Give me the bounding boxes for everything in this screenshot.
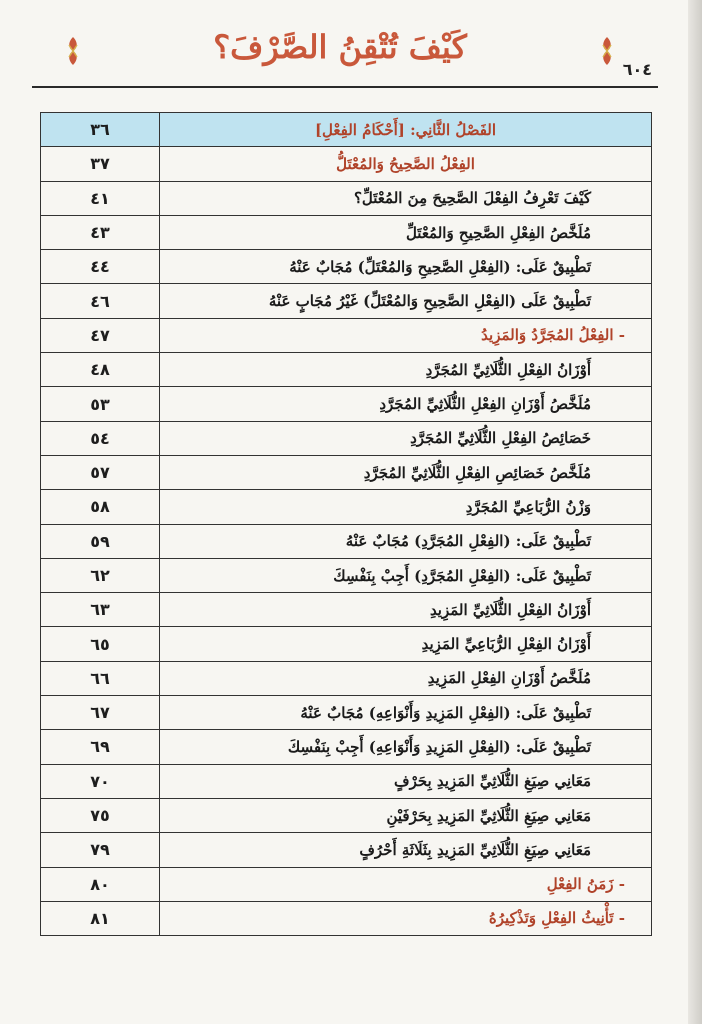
- toc-entry-title: تَطْبِيقٌ عَلَى (الفِعْلِ الصَّحِيحِ وَالمُعْتَلِّ) غَيْرُ مُجَابٍ عَنْهُ: [160, 284, 652, 318]
- toc-page-number: ٤٤: [41, 250, 160, 284]
- toc-section-title: الفِعْلُ الصَّحِيحُ وَالمُعْتَلُّ: [160, 147, 652, 181]
- toc-page-number: ٨٠: [41, 867, 160, 901]
- toc-entry-title: وَزْنُ الرُّبَاعِيِّ المُجَرَّدِ: [160, 490, 652, 524]
- toc-entry-title: تَطْبِيقٌ عَلَى: (الفِعْلِ الصَّحِيحِ وَالمُعْتَلِّ) مُجَابٌ عَنْهُ: [160, 250, 652, 284]
- table-row: [41, 490, 652, 524]
- table-row: [41, 387, 652, 421]
- toc-page-number: ٦٦: [41, 661, 160, 695]
- toc-section-title: - الفِعْلُ المُجَرَّدُ وَالمَزِيدُ: [160, 318, 652, 352]
- table-row: [41, 867, 652, 901]
- table-row: [41, 593, 652, 627]
- toc-entry-title: مُلَخَّصُ الفِعْلِ الصَّحِيحِ وَالمُعْتَلِّ: [160, 215, 652, 249]
- table-row: [41, 661, 652, 695]
- toc-page-number: ٧٠: [41, 764, 160, 798]
- table-row: [41, 215, 652, 249]
- toc-page-number: ٥٤: [41, 421, 160, 455]
- toc-page-number: ٦٧: [41, 696, 160, 730]
- book-title: كَيْفَ تُتْقِنُ الصَّرْفَ؟: [213, 28, 467, 66]
- table-row: [41, 455, 652, 489]
- toc-entry-title: خَصَائِصُ الفِعْلِ الثُّلَاثِيِّ المُجَرَّدِ: [160, 421, 652, 455]
- page-number: ٦٠٤: [622, 60, 652, 79]
- toc-page-number: ٥٨: [41, 490, 160, 524]
- toc-page-number: ٤٦: [41, 284, 160, 318]
- table-row: [41, 524, 652, 558]
- toc-page-number: ٣٧: [41, 147, 160, 181]
- table-row: [41, 181, 652, 215]
- table-row: [41, 558, 652, 592]
- toc-page-number: ٦٩: [41, 730, 160, 764]
- toc-page-number: ٦٢: [41, 558, 160, 592]
- table-row: [41, 147, 652, 181]
- page-header: [40, 22, 640, 84]
- toc-page-number: ٨١: [41, 901, 160, 935]
- table-row: [41, 901, 652, 935]
- toc-entry-title: كَيْفَ تَعْرِفُ الفِعْلَ الصَّحِيحَ مِنَ المُعْتَلِّ؟: [160, 181, 652, 215]
- table-row: [41, 250, 652, 284]
- toc-page-number: ٣٦: [41, 113, 160, 147]
- toc-page-number: ٧٩: [41, 833, 160, 867]
- toc-entry-title: تَطْبِيقٌ عَلَى: (الفِعْلِ المُجَرَّدِ) أَجِبْ بِنَفْسِكَ: [160, 558, 652, 592]
- toc-entry-title: مَعَانِي صِيَغِ الثُّلَاثِيِّ المَزِيدِ بِثَلَاثَةِ أَحْرُفٍ: [160, 833, 652, 867]
- toc-entry-title: مُلَخَّصُ خَصَائِصِ الفِعْلِ الثُّلَاثِيِّ المُجَرَّدِ: [160, 455, 652, 489]
- toc-page-number: ٥٣: [41, 387, 160, 421]
- page-edge-shadow: [688, 0, 702, 1024]
- toc-entry-title: مَعَانِي صِيَغِ الثُّلَاثِيِّ المَزِيدِ بِحَرْفَيْنِ: [160, 798, 652, 832]
- toc-page-number: ٤٣: [41, 215, 160, 249]
- toc-page-number: ٦٣: [41, 593, 160, 627]
- toc-page-number: ٤١: [41, 181, 160, 215]
- toc-entry-title: أَوْزَانُ الفِعْلِ الرُّبَاعِيِّ المَزِيدِ: [160, 627, 652, 661]
- table-row: [41, 764, 652, 798]
- table-row: [41, 833, 652, 867]
- toc-page-number: ٤٧: [41, 318, 160, 352]
- toc-entry-title: تَطْبِيقٌ عَلَى: (الفِعْلِ المُجَرَّدِ) مُجَابٌ عَنْهُ: [160, 524, 652, 558]
- toc-page-number: ٥٩: [41, 524, 160, 558]
- toc-chapter-title: الفَصْلُ الثَّانِي: [أَحْكَامُ الفِعْلِ]: [160, 113, 652, 147]
- table-row: [41, 318, 652, 352]
- table-row: [41, 353, 652, 387]
- toc-section-title: - تَأْنِيثُ الفِعْلِ وَتَذْكِيرُهُ: [160, 901, 652, 935]
- toc-entry-title: مُلَخَّصُ أَوْزَانِ الفِعْلِ الثُّلَاثِيِّ المُجَرَّدِ: [160, 387, 652, 421]
- toc-page-number: ٧٥: [41, 798, 160, 832]
- table-row: [41, 421, 652, 455]
- toc-table: [40, 112, 652, 936]
- header-rule: [32, 86, 658, 88]
- toc-entry-title: أَوْزَانُ الفِعْلِ الثُّلَاثِيِّ المُجَرَّدِ: [160, 353, 652, 387]
- toc-body: [41, 113, 652, 936]
- table-row: [41, 627, 652, 661]
- table-row: [41, 730, 652, 764]
- toc-entry-title: مَعَانِي صِيَغِ الثُّلَاثِيِّ المَزِيدِ بِحَرْفٍ: [160, 764, 652, 798]
- table-row: [41, 696, 652, 730]
- toc-page-number: ٤٨: [41, 353, 160, 387]
- toc-entry-title: تَطْبِيقٌ عَلَى: (الفِعْلِ المَزِيدِ وَأَنْوَاعِهِ) أَجِبْ بِنَفْسِكَ: [160, 730, 652, 764]
- table-row: [41, 798, 652, 832]
- toc-page-number: ٥٧: [41, 455, 160, 489]
- toc-entry-title: مُلَخَّصُ أَوْزَانِ الفِعْلِ المَزِيدِ: [160, 661, 652, 695]
- table-row: [41, 113, 652, 147]
- toc-section-title: - زَمَنُ الفِعْلِ: [160, 867, 652, 901]
- toc-page-number: ٦٥: [41, 627, 160, 661]
- toc-entry-title: أَوْزَانُ الفِعْلِ الثُّلَاثِيِّ المَزِيدِ: [160, 593, 652, 627]
- toc-entry-title: تَطْبِيقٌ عَلَى: (الفِعْلِ المَزِيدِ وَأَنْوَاعِهِ) مُجَابٌ عَنْهُ: [160, 696, 652, 730]
- table-row: [41, 284, 652, 318]
